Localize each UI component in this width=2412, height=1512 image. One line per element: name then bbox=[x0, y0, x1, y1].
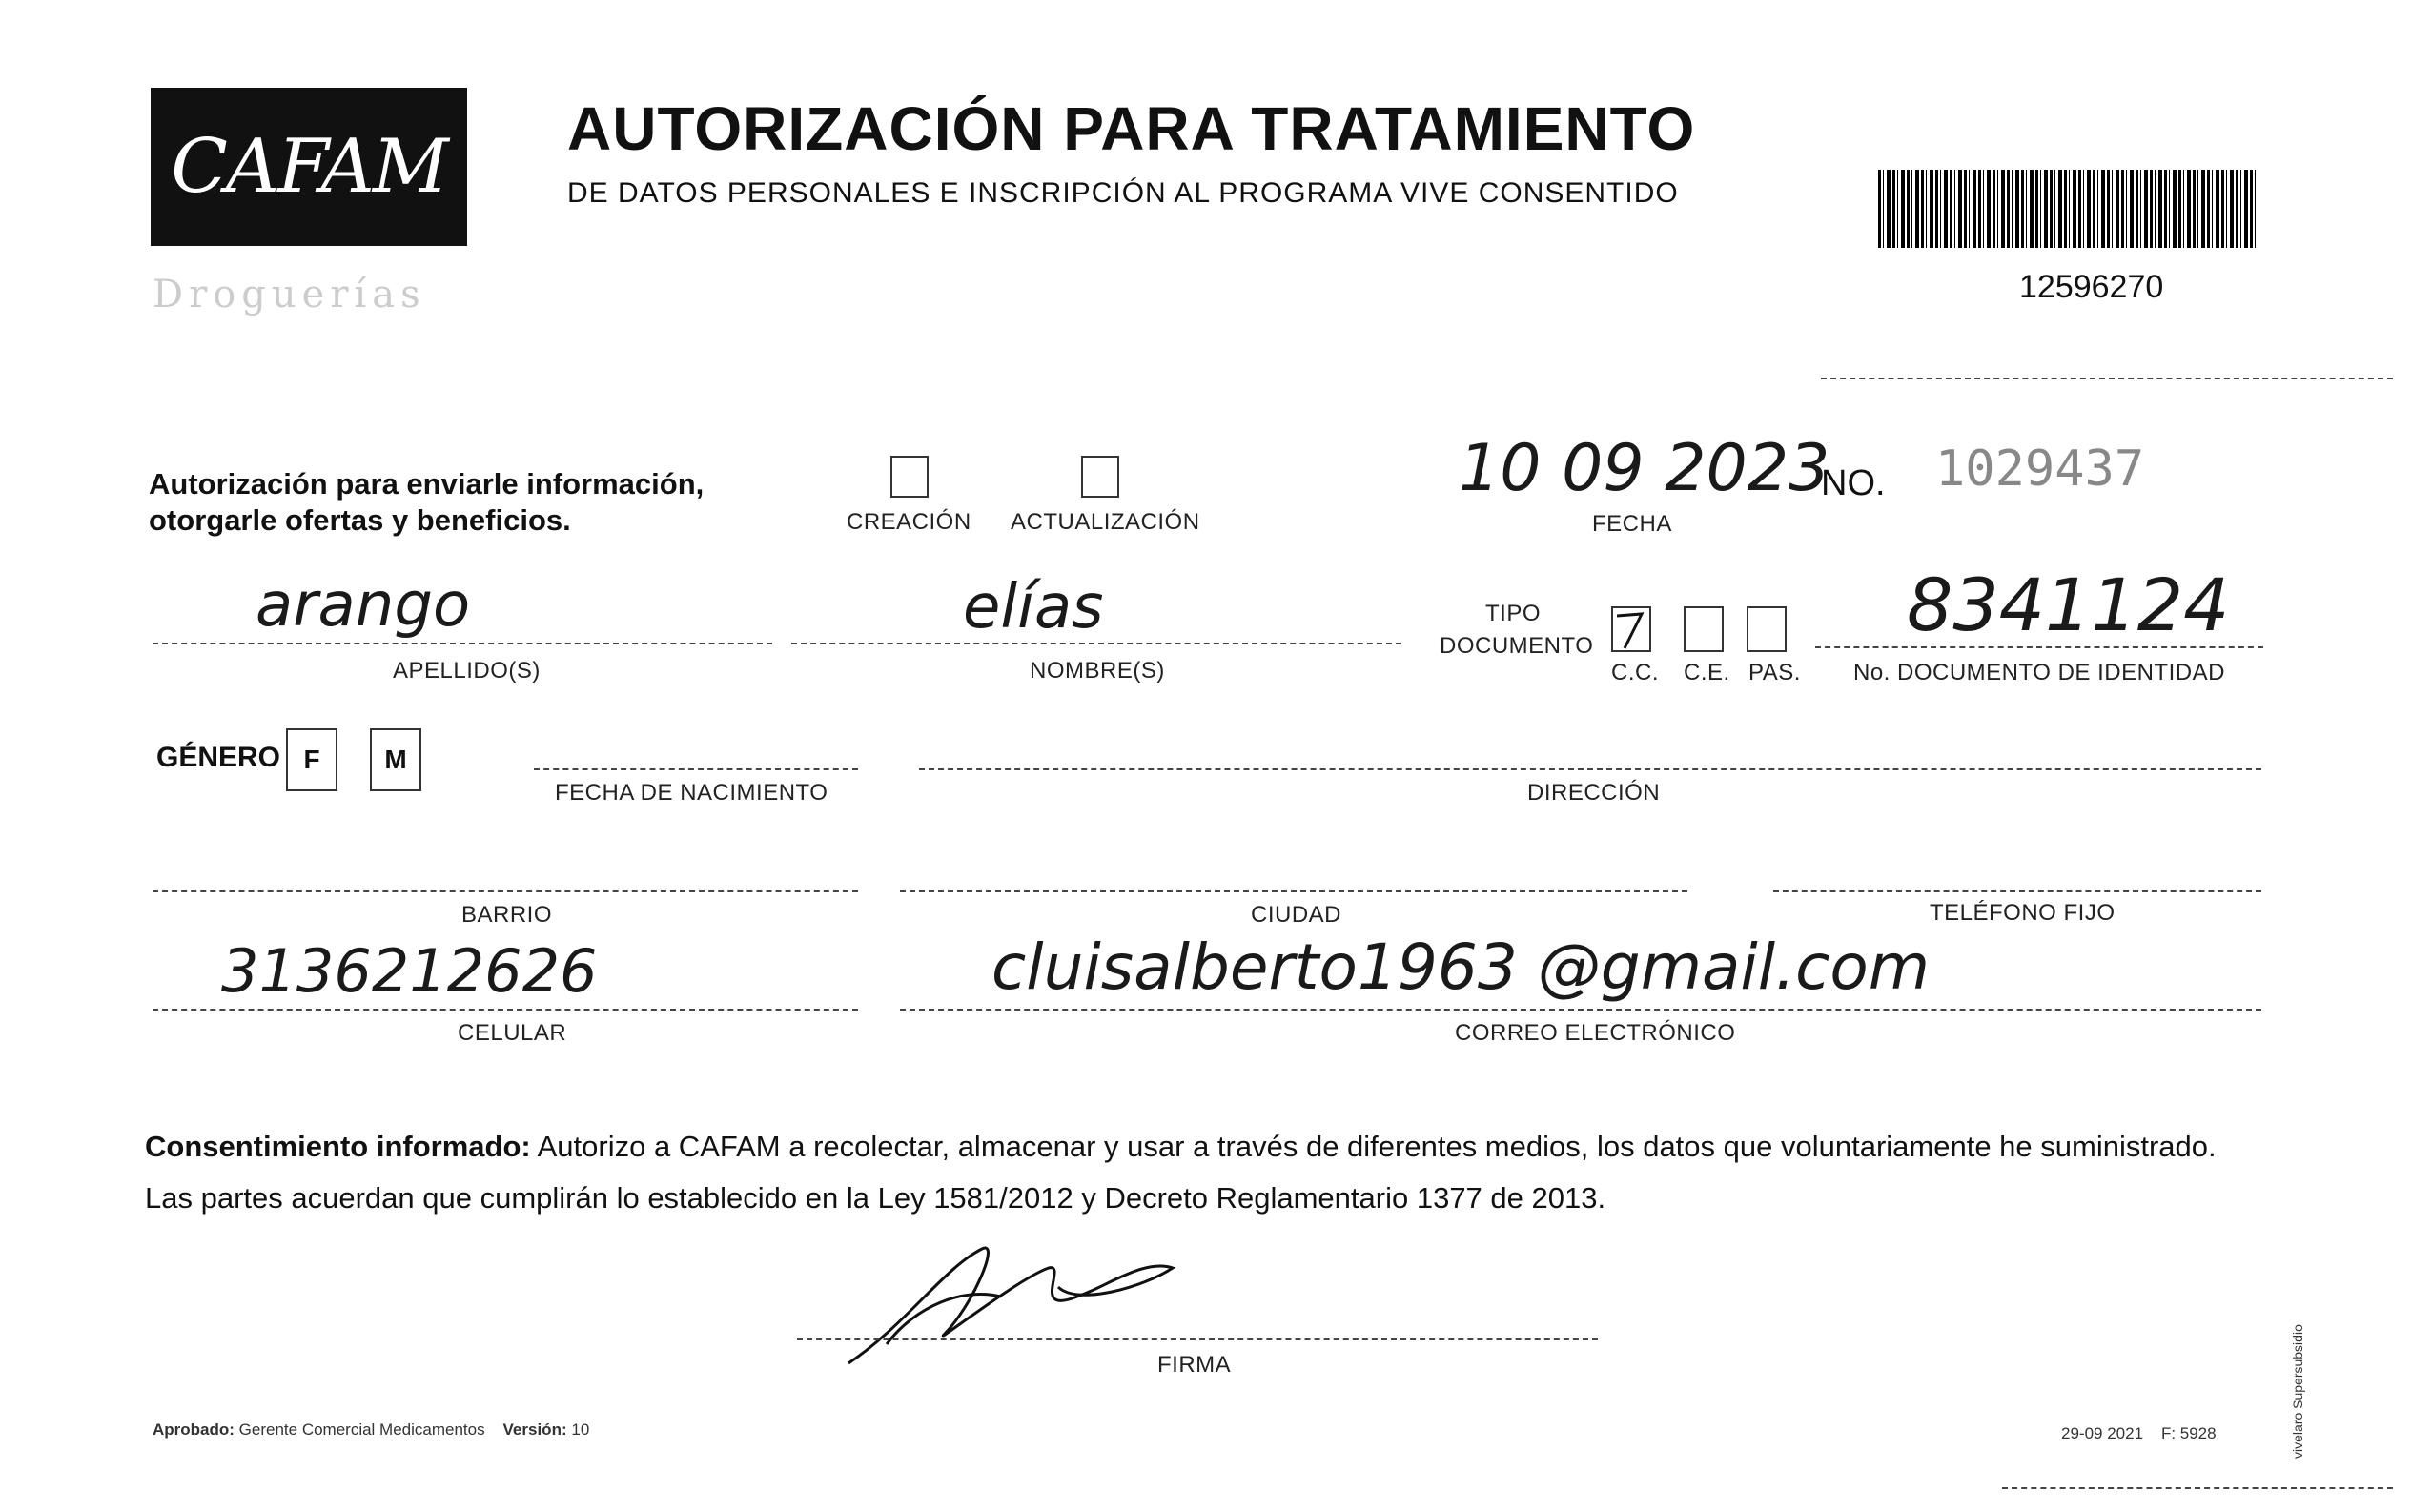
actualizacion-label: ACTUALIZACIÓN bbox=[1011, 509, 1200, 535]
fecha-nacimiento-field[interactable] bbox=[534, 768, 858, 770]
intro-line-1: Autorización para enviarle información, bbox=[149, 467, 705, 501]
cafam-logo bbox=[151, 88, 467, 246]
genero-f-option[interactable] bbox=[286, 728, 337, 791]
firma-label: FIRMA bbox=[1157, 1352, 1232, 1378]
bottom-divider bbox=[2002, 1487, 2393, 1489]
nombres-label: NOMBRE(S) bbox=[1030, 658, 1165, 684]
barrio-field[interactable] bbox=[153, 890, 858, 892]
footer-approval bbox=[153, 1420, 589, 1440]
correo-label: CORREO ELECTRÓNICO bbox=[1455, 1020, 1736, 1046]
consent-text: Autorizo a CAFAM a recolectar, almacenar y usar a través de diferentes medios, los datos que voluntariamente he suministrado. Las partes acuerdan que cumplirán lo establecido en la Ley 1581/2012 y Decreto Reglamentario 1377 de 2013. bbox=[145, 1130, 2217, 1215]
apellidos-field[interactable] bbox=[153, 643, 772, 644]
ciudad-label: CIUDAD bbox=[1251, 902, 1342, 928]
nombres-value[interactable]: elías bbox=[963, 572, 1104, 643]
fecha-value[interactable]: 10 09 2023 bbox=[1459, 431, 1830, 506]
pas-label: PAS. bbox=[1748, 660, 1801, 685]
telefono-field[interactable] bbox=[1773, 890, 2261, 892]
tipo-documento-label-1: TIPO bbox=[1485, 601, 1542, 626]
check-mark-icon bbox=[1613, 608, 1649, 650]
ciudad-field[interactable] bbox=[900, 890, 1687, 892]
version-value: 10 bbox=[571, 1420, 590, 1439]
documento-label: No. DOCUMENTO DE IDENTIDAD bbox=[1853, 660, 2225, 685]
apellidos-value[interactable]: arango bbox=[256, 570, 471, 641]
barcode bbox=[1878, 170, 2258, 248]
no-value: 1029437 bbox=[1935, 440, 2145, 498]
actualizacion-checkbox[interactable] bbox=[1081, 456, 1119, 498]
fecha-nacimiento-label: FECHA DE NACIMIENTO bbox=[555, 780, 828, 806]
footer-codes bbox=[2061, 1424, 2217, 1443]
correo-value[interactable]: cluisalberto1963 @gmail.com bbox=[991, 930, 1931, 1004]
apellidos-label: APELLIDO(S) bbox=[393, 658, 541, 684]
pas-checkbox[interactable] bbox=[1747, 606, 1787, 652]
nombres-field[interactable] bbox=[791, 643, 1401, 644]
correo-field[interactable] bbox=[900, 1009, 2261, 1011]
celular-field[interactable] bbox=[153, 1009, 858, 1011]
genero-label: GÉNERO bbox=[156, 742, 281, 773]
sublogo-text: Droguerías bbox=[153, 273, 426, 317]
signature-scribble bbox=[829, 1230, 1192, 1382]
consent-paragraph bbox=[145, 1121, 2271, 1224]
genero-m-option[interactable] bbox=[370, 728, 421, 791]
direccion-field[interactable] bbox=[919, 768, 2261, 770]
ce-label: C.E. bbox=[1684, 660, 1730, 685]
creacion-checkbox[interactable] bbox=[890, 456, 929, 498]
fecha-label: FECHA bbox=[1592, 511, 1672, 537]
date-code: 29-09 2021 bbox=[2061, 1424, 2144, 1442]
telefono-label: TELÉFONO FIJO bbox=[1930, 900, 2116, 926]
form-code: F: 5928 bbox=[2160, 1424, 2217, 1442]
document-subtitle: DE DATOS PERSONALES E INSCRIPCIÓN AL PROGRAMA VIVE CONSENTIDO bbox=[567, 177, 1679, 209]
vertical-side-text: vivelaro Supersubsidio bbox=[2290, 1324, 2305, 1459]
tipo-documento-label-2: DOCUMENTO bbox=[1440, 633, 1594, 659]
document-title: AUTORIZACIÓN PARA TRATAMIENTO bbox=[567, 94, 1696, 163]
consent-heading: Consentimiento informado: bbox=[145, 1130, 531, 1163]
barrio-label: BARRIO bbox=[461, 902, 553, 928]
celular-value[interactable]: 3136212626 bbox=[221, 936, 598, 1006]
aprobado-value: Gerente Comercial Medicamentos bbox=[238, 1420, 485, 1439]
version-label: Versión: bbox=[502, 1420, 567, 1439]
ce-checkbox[interactable] bbox=[1684, 606, 1724, 652]
cc-label: C.C. bbox=[1611, 660, 1659, 685]
documento-value[interactable]: 8341124 bbox=[1907, 562, 2230, 647]
documento-field[interactable] bbox=[1815, 646, 2263, 648]
divider-line bbox=[1821, 378, 2393, 379]
genero-m-label: M bbox=[384, 745, 407, 774]
intro-line-2: otorgarle ofertas y beneficios. bbox=[149, 503, 571, 537]
aprobado-label: Aprobado: bbox=[153, 1420, 235, 1439]
logo-text: CAFAM bbox=[171, 124, 447, 210]
firma-field[interactable] bbox=[797, 1338, 1598, 1340]
no-label: NO. bbox=[1821, 463, 1886, 503]
direccion-label: DIRECCIÓN bbox=[1527, 780, 1661, 806]
barcode-number: 12596270 bbox=[2019, 269, 2164, 305]
creacion-label: CREACIÓN bbox=[847, 509, 971, 535]
celular-label: CELULAR bbox=[458, 1020, 567, 1046]
cc-checkbox[interactable] bbox=[1611, 606, 1651, 652]
genero-f-label: F bbox=[303, 745, 320, 774]
